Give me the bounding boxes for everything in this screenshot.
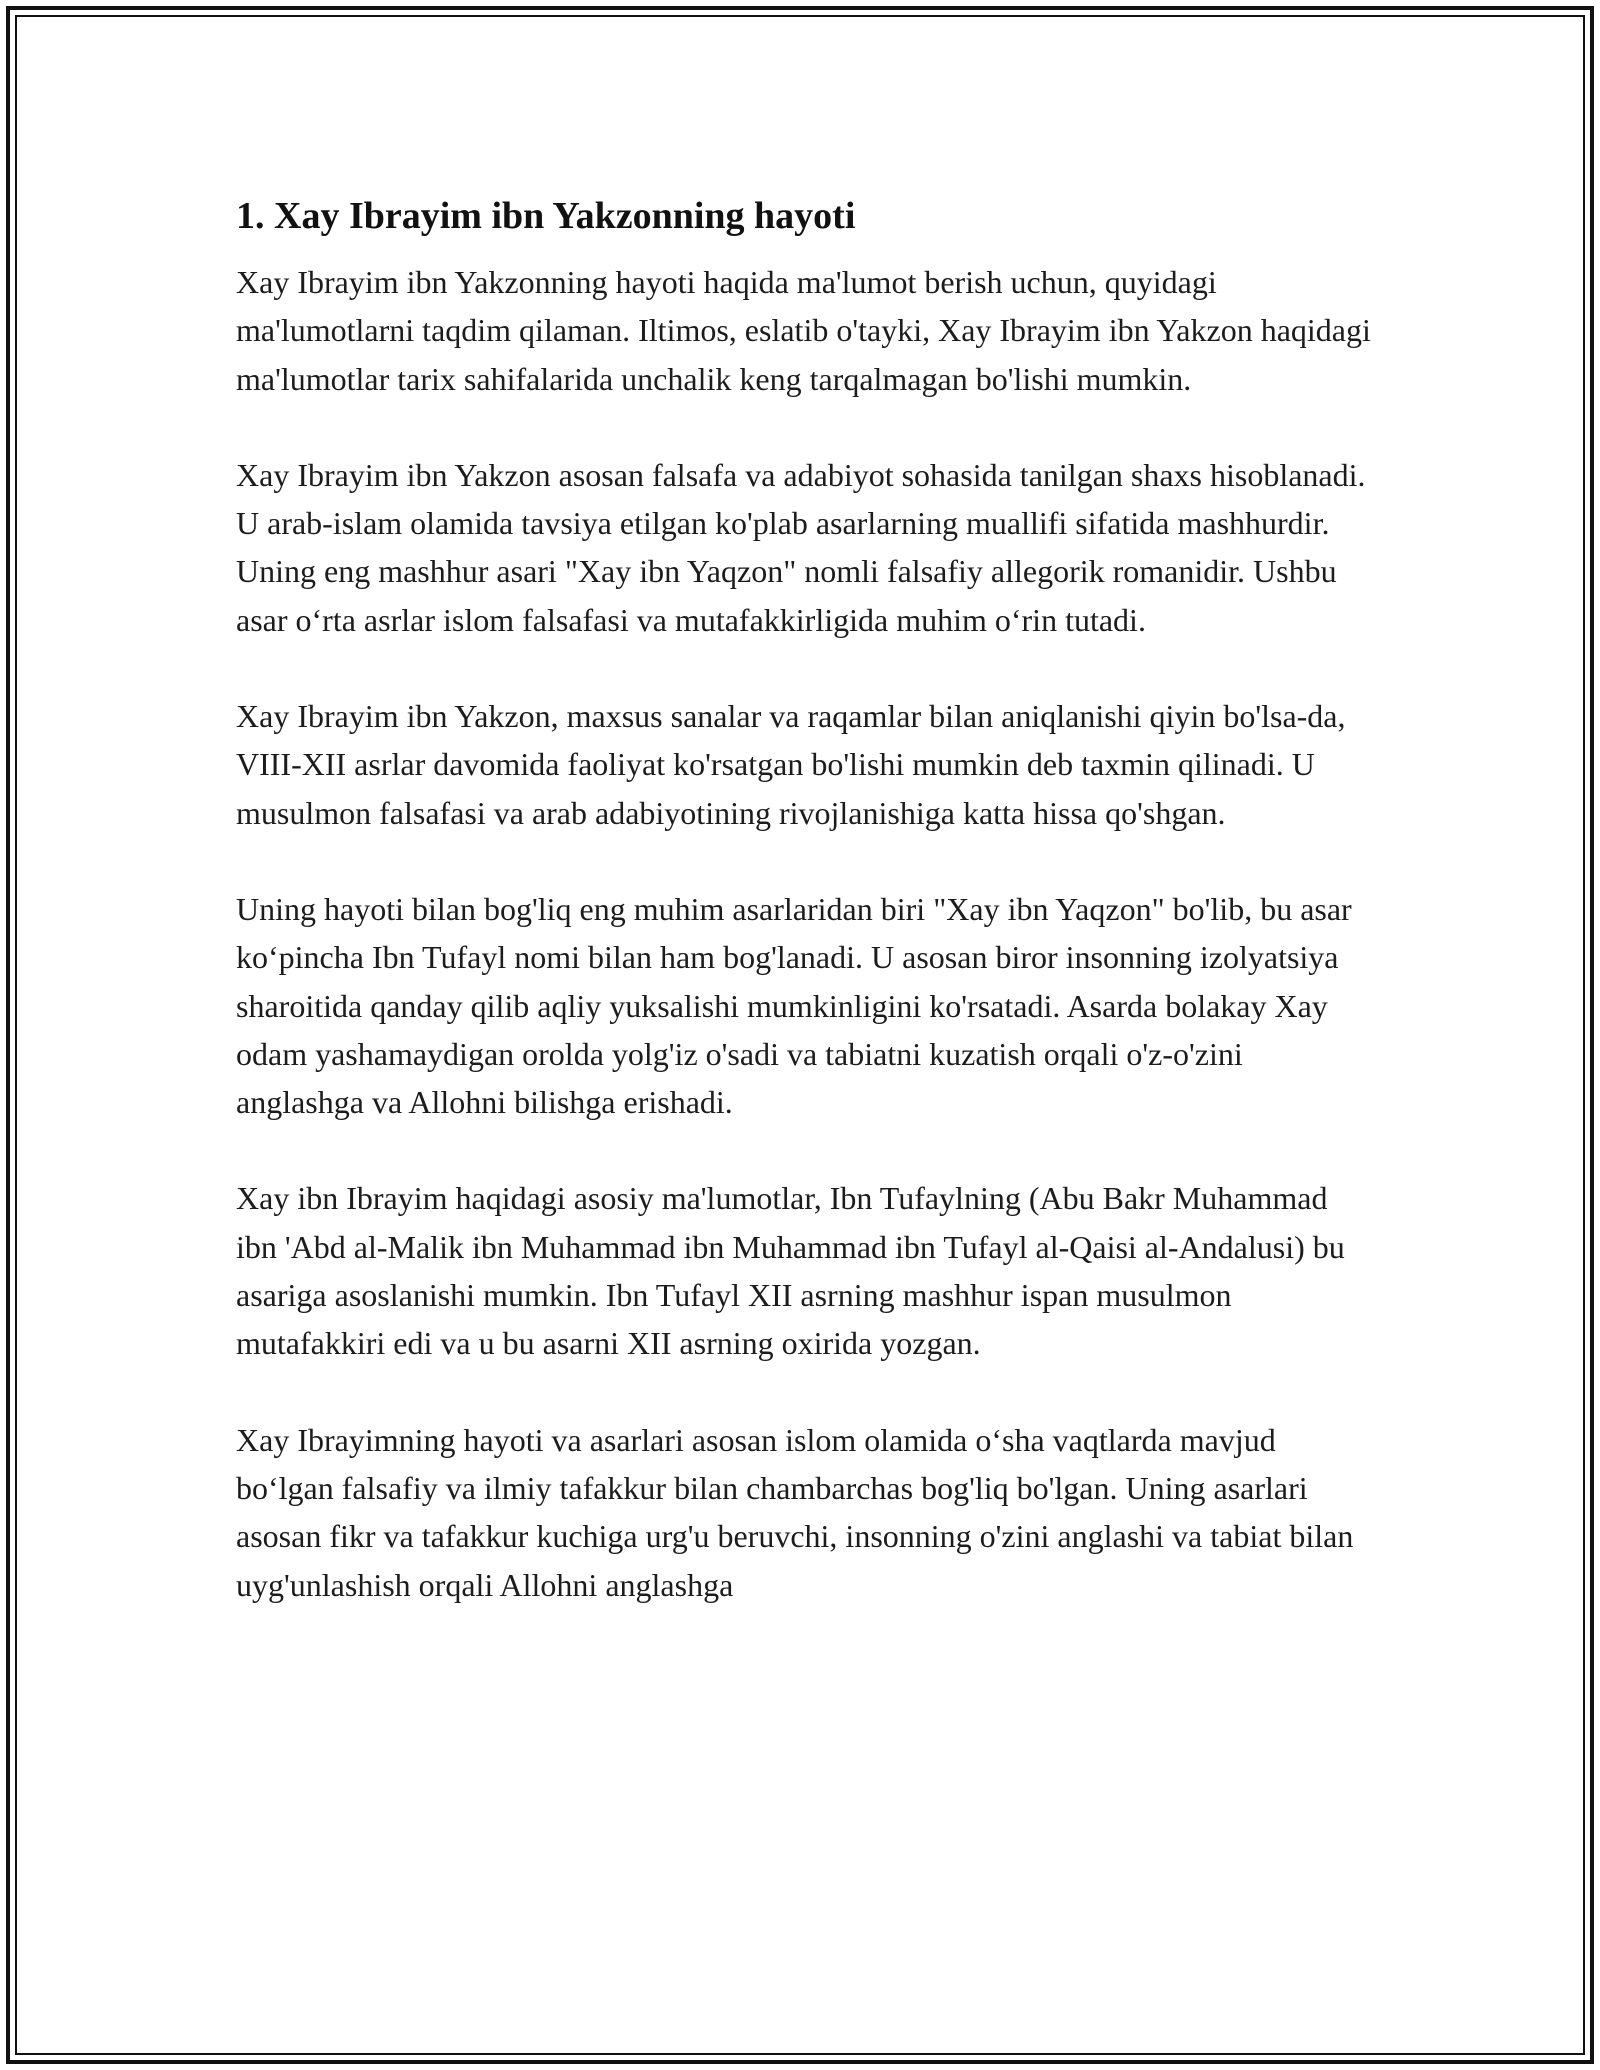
- paragraph-legacy: Xay Ibrayimning hayoti va asarlari asosan islom olamida o‘sha vaqtlarda mavjud bo‘lgan falsafiy va ilmiy tafakkur bilan chambarchas bog'liq bo'lgan. Uning asarlari asosan fikr va tafakkur kuchiga urg'u beruvchi, insonning o'zini anglashi va tabiat bilan uyg'unlashish orqali Allohni anglashga: [236, 1421, 1354, 1603]
- paragraph-philosophy: Xay Ibrayim ibn Yakzon asosan falsafa va adabiyot sohasida tanilgan shaxs hisoblanadi. U arab-islam olamida tavsiya etilgan ko'plab asarlarning muallifi sifatida mashhurdir. Uning eng mashhur asari "Xay ibn Yaqzon" nomli falsafiy allegorik romanidir. Ushbu asar o‘rta asrlar islom falsafasi va mutafakkirligida muhim o‘rin tutadi.: [236, 456, 1366, 638]
- paragraph-period: Xay Ibrayim ibn Yakzon, maxsus sanalar va raqamlar bilan aniqlanishi qiyin bo'lsa-da, VIII-XII asrlar davomida faoliyat ko'rsatgan bo'lishi mumkin deb taxmin qilinadi. U musulmon falsafasi va arab adabiyotining rivojlanishiga katta hissa qo'shgan.: [236, 698, 1346, 831]
- paragraph-main-work: Uning hayoti bilan bog'liq eng muhim asarlaridan biri "Xay ibn Yaqzon" bo'lib, bu asar ko‘pincha Ibn Tufayl nomi bilan ham bog'lanadi. U asosan biror insonning izolyatsiya sharoitida qanday qilib aqliy yuksalishi mumkinligini ko'rsatadi. Asarda bolakay Xay odam yashamaydigan orolda yolg'iz o'sadi va tabiatni kuzatish orqali o'z-o'zini anglashga va Allohni bilishga erishadi.: [236, 890, 1352, 1121]
- paragraph-ibn-tufayl: Xay ibn Ibrayim haqidagi asosiy ma'lumotlar, Ibn Tufaylning (Abu Bakr Muhammad ibn 'Abd al-Malik ibn Muhammad ibn Muhammad ibn Tufayl al-Qaisi al-Andalusi) bu asariga asoslanishi mumkin. Ibn Tufayl XII asrning mashhur ispan musulmon mutafakkiri edi va u bu asarni XII asrning oxirida yozgan.: [236, 1180, 1345, 1362]
- section-heading: 1. Xay Ibrayim ibn Yakzonning hayoti: [236, 195, 856, 237]
- document-body: [236, 190, 1376, 1609]
- paragraph-intro: Xay Ibrayim ibn Yakzonning hayoti haqida ma'lumot berish uchun, quyidagi ma'lumotlarni taqdim qilaman. Iltimos, eslatib o'tayki, Xay Ibrayim ibn Yakzon haqidagi ma'lumotlar tarix sahifalarida unchalik keng tarqalmagan bo'lishi mumkin.: [236, 264, 1371, 397]
